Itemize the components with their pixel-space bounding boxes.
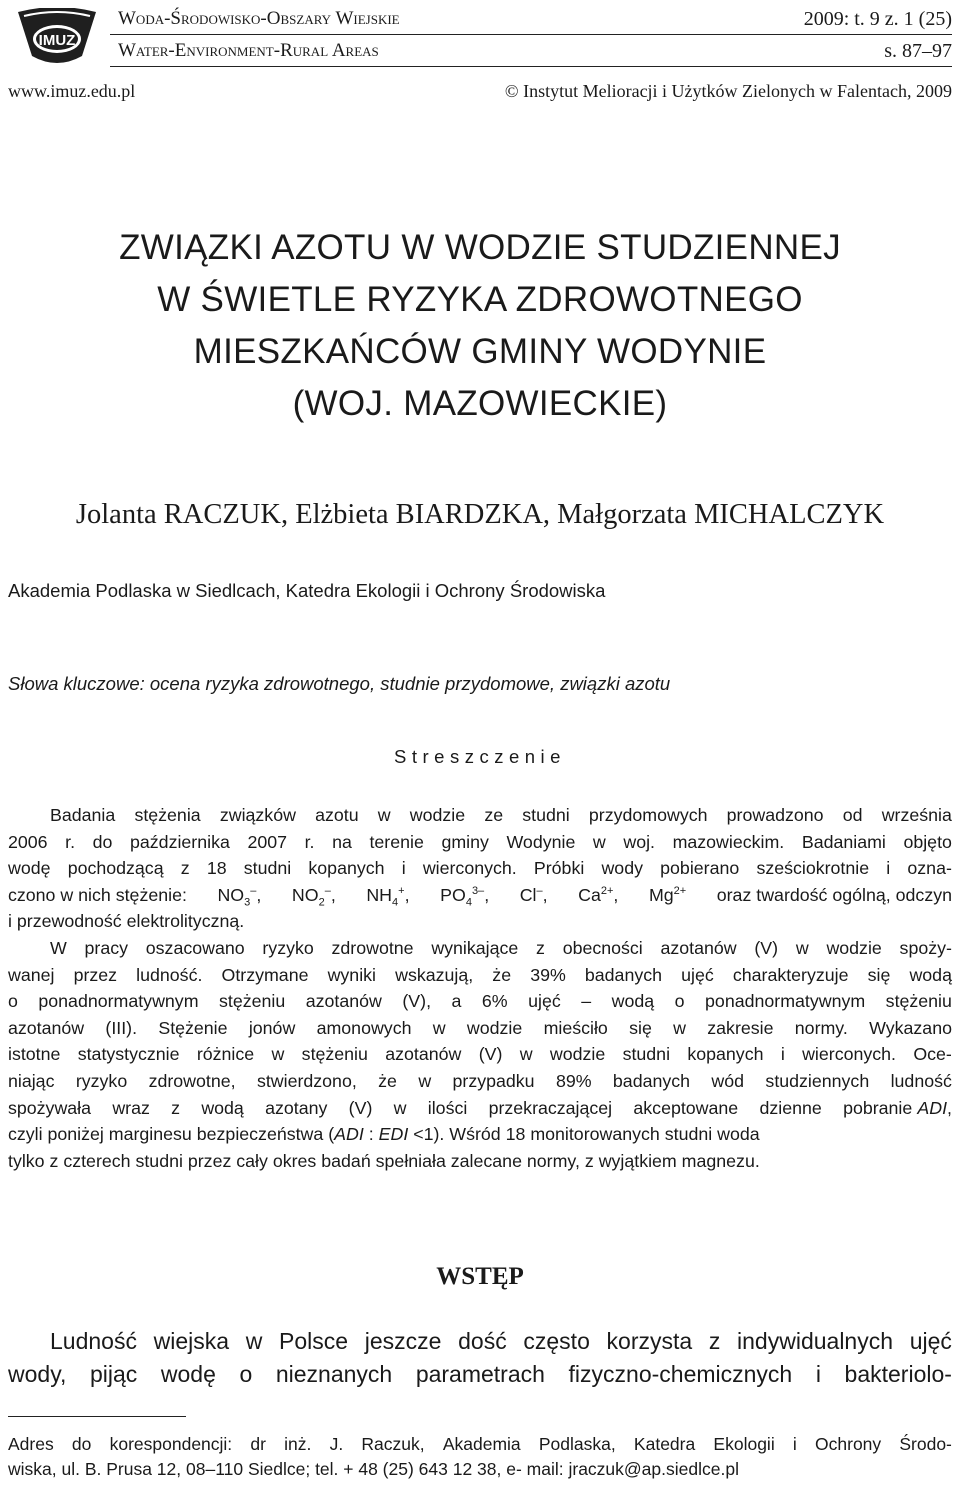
ion-no3: $NO_3^-$, [217, 884, 262, 909]
ion-ca: $Ca^{2+}$, [578, 884, 619, 905]
abstract-text: oraz twardość ogólną, odczyn [716, 884, 952, 905]
section-heading: WSTĘP [436, 1263, 524, 1290]
imuz-logo [12, 8, 102, 66]
title-line: W ŚWIETLE RYZYKA ZDROWOTNEGO [157, 280, 803, 319]
abstract-line: Badania stężenia związków azotu w wodzie ze studni przydomowych prowadzono od września [50, 805, 952, 825]
abstract-line: istotne statystycznie różnice w stężeniu azotanów (V) w wodzie studni kopanych i wierconych. Oce- [8, 1044, 952, 1065]
abstract-text: czyli poniżej marginesu bezpieczeństwa ( [8, 1124, 335, 1145]
abstract-heading: Streszczenie [394, 746, 566, 767]
journal-pages: s. 87–97 [884, 40, 952, 62]
footnote-line: Adres do korespondencji: dr inż. J. Raczuk, Akademia Podlaska, Katedra Ekologii i Ochrony Środo- [8, 1434, 952, 1454]
abstract-text: <1). Wśród 18 monitorowanych studni woda [408, 1124, 760, 1145]
footnote-rule [8, 1416, 186, 1417]
keywords: Słowa kluczowe: ocena ryzyka zdrowotnego, studnie przydomowe, związki azotu [8, 673, 671, 694]
abstract-line: czyli poniżej marginesu bezpieczeństwa ( ADI : EDI <1). Wśród 18 monitorowanych studni woda [8, 1121, 952, 1148]
abstract [8, 802, 952, 1174]
intro-paragraph [8, 1325, 952, 1391]
ion-no2: $NO_2^-$, [291, 884, 336, 909]
abstract-line: tylko z czterech studni przez cały okres badań spełniała zalecane normy, z wyjątkiem magnezu. [8, 1150, 760, 1171]
journal-title-en: Water-Environment-Rural Areas [118, 40, 379, 61]
header-rule-bottom [110, 66, 952, 67]
abstract-line: azotanów (III). Stężenie jonów amonowych w wodzie mieściło się w zakresie normy. Wykazano [8, 1017, 952, 1038]
abstract-line: niając ryzyko zdrowotne, stwierdzono, że w przypadku 89% badanych wód studziennych ludność [8, 1070, 952, 1091]
title-line: (WOJ. MAZOWIECKIE) [292, 384, 668, 423]
intro-line: wody, pijąc wodę o nieznanych parametrach fizyczno-chemicznych i bakteriolo- [8, 1361, 952, 1387]
abstract-text: spożywała wraz z wodą azotany (V) w ilości przekraczającej akceptowane dzienne pobranie [8, 1097, 913, 1118]
abstract-line: wanej przez ludność. Otrzymane wyniki wskazują, że 39% badanych ujęć charakteryzuje się wodą [8, 964, 952, 985]
abstract-line: o ponadnormatywnym stężeniu azotanów (V), a 6% ujęć – wodą o ponadnormatywnym stężeniu [8, 991, 952, 1012]
website-link[interactable]: www.imuz.edu.pl [8, 81, 136, 101]
abstract-line: W pracy oszacowano ryzyko zdrowotne wynikające z obecności azotanów (V) w wodzie spoży- [50, 937, 952, 958]
adi-term: ADI [334, 1124, 364, 1145]
ion-cl: Cl–, [519, 884, 548, 905]
footnote-line: wiska, ul. B. Prusa 12, 08–110 Siedlce; tel. + 48 (25) 643 12 38, e- mail: jraczuk@ap.siedlce.pl [8, 1459, 739, 1479]
affiliation: Akademia Podlaska w Siedlcach, Katedra Ekologii i Ochrony Środowiska [8, 580, 606, 601]
logo-text: IMUZ [38, 32, 76, 49]
header-rule-top [110, 34, 952, 35]
abstract-line-ions [8, 882, 952, 909]
edi-term: EDI [378, 1124, 409, 1145]
abstract-line: i przewodność elektrolityczną. [8, 911, 245, 932]
footnote [8, 1432, 952, 1482]
adi-term: ADI [917, 1097, 948, 1118]
title-line: ZWIĄZKI AZOTU W WODZIE STUDZIENNEJ [119, 228, 841, 267]
abstract-text: czono w nich stężenie: [8, 884, 187, 905]
abstract-line: 2006 r. do października 2007 r. na terenie gminy Wodynie w woj. mazowieckim. Badaniami objęto [8, 831, 952, 852]
ion-mg: $Mg^{2+}$ [648, 884, 687, 905]
copyright-notice: © Instytut Melioracji i Użytków Zielonych w Falentach, 2009 [504, 81, 952, 101]
ion-po4: $PO_4^{3-}$, [440, 884, 490, 909]
journal-volume: 2009: t. 9 z. 1 (25) [803, 8, 952, 30]
abstract-line: spożywała wraz z wodą azotany (V) w ilości przekraczającej akceptowane dzienne pobranie ADI , [8, 1095, 952, 1122]
article-title [0, 222, 960, 430]
authors: Jolanta RACZUK, Elżbieta BIARDZKA, Małgorzata MICHALCZYK [75, 499, 885, 530]
title-line: MIESZKAŃCÓW GMINY WODYNIE [193, 332, 767, 371]
ion-nh4: $NH_4^+$, [366, 884, 410, 909]
journal-title-pl: Woda-Środowisko-Obszary Wiejskie [118, 8, 400, 29]
intro-line: Ludność wiejska w Polsce jeszcze dość często korzysta z indywidualnych ujęć [50, 1328, 952, 1354]
abstract-line: wodę pochodzącą z 18 studni kopanych i wierconych. Próbki wody pobierano sześciokrotnie i ozna- [8, 858, 952, 879]
